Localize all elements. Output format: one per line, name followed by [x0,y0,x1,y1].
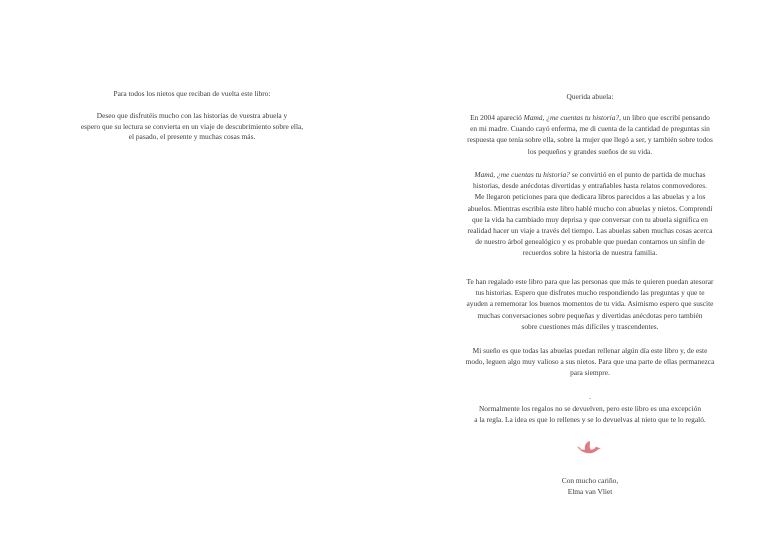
dedication-line: espero que su lectura se convierta en un viaje de descubrimiento sobre ella, [80,121,304,131]
text-span: se convirtió en el punto de partida de muchas [569,170,706,179]
text-line: modo, leguen algo muy valioso a sus nietos. Para que una parte de ellas permanezca [465,357,715,367]
bird-icon [577,440,603,460]
text-line: realidad hacer un viaje a través del tiempo. Las abuelas saben muchas cosas acerca [467,226,713,236]
text-line: en mi madre. Cuando cayó enferma, me di cuenta de la cantidad de preguntas sin [470,124,710,134]
letter-greeting: Querida abuela: [566,92,614,101]
text-line: tus historias. Espero que disfrutes mucho respondiendo las preguntas y que te [475,288,705,298]
signature-name: Elma van Vliet [567,487,613,497]
text-line: Normalmente los regalos no se devuelven, pero este libro es una excepción [478,404,702,413]
dedication-line: el pasado, el presente y muchas cosas más. [128,132,256,142]
text-line: ayuden a rememorar los buenos momentos de tu vida. Asimismo espero que suscite [466,299,714,309]
text-line: de nuestro árbol genealógico y es probable que puedan contarnos un sinfín de [475,237,705,247]
dedication-title: Para todos los nietos que reciban de vuelta este libro: [113,89,271,98]
text-line: para siempre. [570,368,610,378]
text-line: Mi sueño es que todas las abuelas puedan rellenar algún día este libro y, de este [472,346,708,355]
separator-dot: . [589,392,591,401]
text-line [450,169,730,180]
text-span: , un libro que escribí pensando [619,113,710,122]
text-line: Te han regalado este libro para que las personas que más te quieren puedan atesorar [466,277,714,286]
text-line: que la vida ha cambiado muy deprisa y que conversar con tu abuela significa en [471,214,708,224]
text-span: En 2004 apareció [470,113,524,122]
text-line: muchas conversaciones sobre pequeñas y divertidas anécdotas pero también [477,310,703,320]
book-title: Mamá, ¿me cuentas tu historia? [523,113,620,122]
text-line: a la regla. La idea es que lo rellenes y se lo devuelvas al nieto que te lo regaló. [474,415,706,425]
closing-line: Con mucho cariño, [561,476,619,485]
letter-paragraph-5 [450,403,730,425]
text-line [450,112,730,123]
dedication-line: Deseo que disfrutéis mucho con las historias de vuestra abuela y [96,111,288,120]
letter-paragraph-1 [450,112,730,157]
text-line: los pequeños y grandes sueños de su vida. [527,146,653,156]
letter-paragraph-2 [450,169,730,259]
dedication-body [62,111,322,143]
right-page [392,0,784,555]
text-line: Me llegaron peticiones para que dedicara libros parecidos a las abuelas y a los [474,192,706,202]
book-title: Mamá, ¿me cuentas tu historia? [474,170,570,179]
letter-signoff [450,475,730,498]
text-line: recuerdos sobre la historia de nuestra familia. [522,248,658,258]
text-line: abuelos. Mientras escribía este libro hablé mucho con abuelas y nietos. Comprendí [467,203,713,213]
letter-paragraph-3 [450,276,730,332]
text-line: historias, desde anécdotas divertidas y entrañables hasta relatos conmovedores. [473,181,707,191]
letter-paragraph-4 [450,345,730,379]
text-line: respuesta que tenía sobre ella, sobre la mujer que llegó a ser, y también sobre todos [467,135,713,145]
text-line: sobre cuestiones más difíciles y trascendentes. [521,321,659,331]
